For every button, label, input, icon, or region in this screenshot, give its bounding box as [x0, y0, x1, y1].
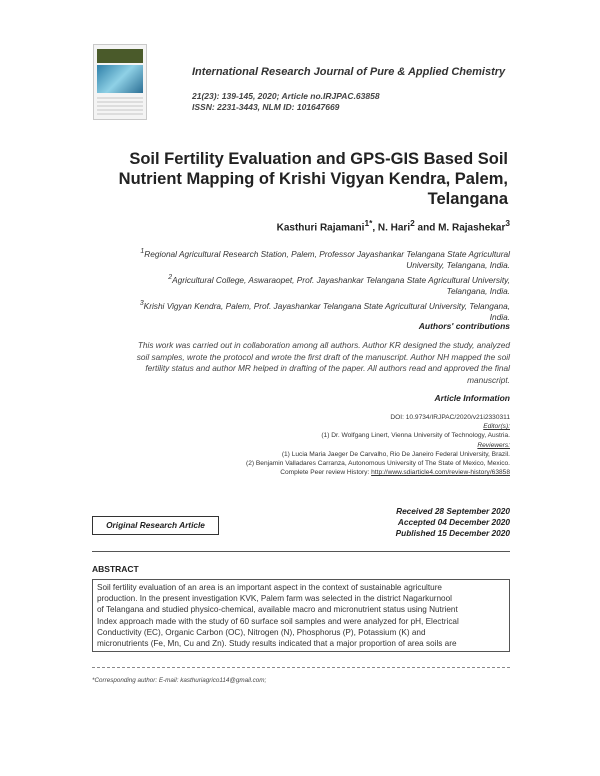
affiliation-number: 1 [140, 248, 145, 255]
author-name: M. Rajashekar [438, 222, 506, 234]
affiliation-text: Regional Agricultural Research Station, Palem, Professor Jayashankar Telangana State Agricultural [144, 248, 510, 259]
abstract-line [97, 649, 505, 652]
editors-label: Editor(s): [483, 423, 510, 431]
abstract-line: production. In the present investigation KVK, Palem farm was selected in the district Nagarkurnool [97, 594, 452, 604]
contributions-line: fertility status and author MR helped in drafting of the paper. All authors read and approved the final [145, 363, 510, 374]
author-name: Kasthuri Rajamani [276, 222, 365, 234]
abstract-line: of Telangana and studied physico-chemical, available macro and micronutrient status using Nutrient [97, 605, 458, 615]
abstract-line: Conductivity (EC), Organic Carbon (OC), Nitrogen (N), Phosphorus (P), Potassium (K) and [97, 627, 426, 637]
peer-review-link[interactable]: http://www.sdiarticle4.com/review-history/63858 [371, 469, 510, 477]
peer-review-line [200, 468, 510, 477]
author-affiliation-mark: 3 [505, 218, 510, 228]
reviewer-entry: (1) Lucia Maria Jaeger De Carvalho, Rio De Janeiro Federal University, Brazil. [281, 450, 510, 458]
cover-footer [97, 97, 143, 115]
contributions-heading: Authors' contributions [418, 321, 510, 331]
article-info [200, 413, 510, 477]
accepted-date: Accepted 04 December 2020 [397, 517, 510, 527]
affiliation-text: Agricultural College, Aswaraopet, Prof. Jayashankar Telangana State Agricultural University, [172, 274, 510, 285]
contributions-line: This work was carried out in collaboration among all authors. Author KR designed the study, analyzed [137, 340, 510, 350]
affiliation-text: Krishi Vigyan Kendra, Palem, Prof. Jayashankar Telangana State Agricultural University, Telangana, [143, 300, 510, 311]
cover-title-band [97, 49, 143, 63]
author-affiliation-mark: 2 [410, 218, 415, 228]
peer-review-label: Complete Peer review History: [280, 469, 372, 477]
citation-line: 21(23): 139-145, 2020; Article no.IRJPAC.63858 [192, 91, 380, 101]
journal-cover-thumbnail [93, 44, 147, 120]
affiliation-number: 3 [139, 299, 144, 307]
article-type-box: Original Research Article [92, 516, 219, 535]
contributions-text [92, 340, 510, 386]
published-date: Published 15 December 2020 [395, 528, 510, 538]
article-info-heading: Article Information [434, 393, 510, 403]
author-separator: and [414, 222, 439, 234]
affiliation [92, 298, 510, 312]
title-line: Nutrient Mapping of Krishi Vigyan Kendra, Palem, [118, 170, 508, 188]
affiliation-continued: Telangana, India. [446, 286, 510, 297]
author-affiliation-mark: 1* [364, 218, 373, 228]
title-line: Telangana [427, 190, 508, 208]
author-separator: , [372, 222, 378, 234]
abstract-line: Soil fertility evaluation of an area is an important aspect in the context of sustainable agriculture [97, 583, 442, 592]
footnote-divider [92, 667, 510, 668]
corresponding-author-footnote: *Corresponding author: E-mail: kasthuriagrico114@gmail.com; [92, 677, 267, 684]
abstract-line: Index approach made with the study of 60 surface soil samples and were analyzed for pH, Electrical [97, 616, 459, 626]
reviewers-label: Reviewers: [477, 441, 510, 449]
author-list [100, 218, 510, 233]
affiliation [92, 246, 510, 260]
affiliation-continued: India. [489, 312, 510, 323]
cover-image [97, 65, 143, 93]
issn-line: ISSN: 2231-3443, NLM ID: 101647669 [192, 102, 340, 112]
contributions-line: manuscript. [467, 374, 510, 385]
affiliation-continued: University, Telangana, India. [406, 260, 510, 271]
doi-line: DOI: 10.9734/IRJPAC/2020/v21i2330311 [390, 414, 510, 421]
section-divider [92, 551, 510, 552]
title-line: Soil Fertility Evaluation and GPS-GIS Based Soil [129, 150, 508, 168]
affiliation [92, 272, 510, 286]
abstract-box [92, 579, 510, 652]
publication-dates [340, 506, 510, 539]
journal-name: International Research Journal of Pure & Applied Chemistry [192, 66, 506, 78]
author-name: N. Hari [377, 222, 411, 234]
editor-entry: (1) Dr. Wolfgang Linert, Vienna University of Technology, Austria. [321, 432, 510, 440]
paper-title [100, 149, 508, 209]
affiliation-number: 2 [168, 273, 173, 281]
abstract-line: micronutrients (Fe, Mn, Cu and Zn). Study results indicated that a major proportion of area soils are [97, 639, 457, 649]
reviewer-entry: (2) Benjamin Valladares Carranza, Autonomous University of The State of Mexico, Mexico. [246, 460, 510, 468]
contributions-line: soil samples, wrote the protocol and wrote the first draft of the manuscript. Author NH mapped the soil [136, 351, 510, 362]
abstract-heading: ABSTRACT [92, 564, 139, 574]
received-date: Received 28 September 2020 [396, 506, 510, 516]
affiliations [92, 246, 510, 324]
